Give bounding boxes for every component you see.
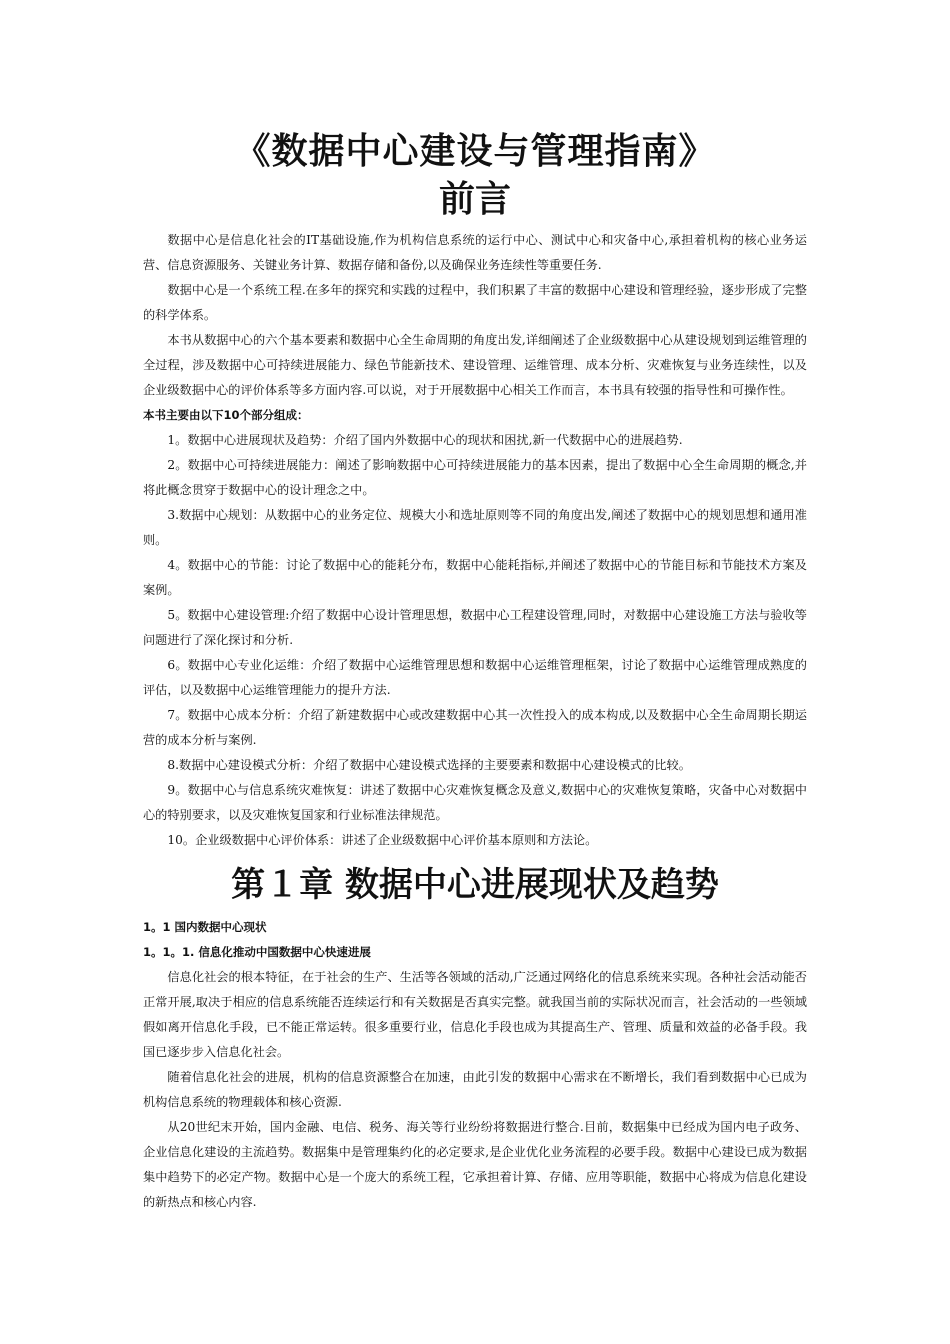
parts-intro: 本书主要由以下10个部分组成： — [143, 408, 309, 422]
part-item: 1。数据中心进展现状及趋势：介绍了国内外数据中心的现状和困扰,新一代数据中心的进展趋势. — [167, 433, 683, 447]
section-heading-1-1: 1。1 国内数据中心现状 — [143, 920, 267, 934]
part-item: 6。数据中心专业化运维：介绍了数据中心运维管理思想和数据中心运维管理框架，讨论了数据中心运维管理成熟度的评估，以及数据中心运维管理能力的提升方法. — [143, 658, 807, 697]
part-item: 8.数据中心建设模式分析：介绍了数据中心建设模式选择的主要要素和数据中心建设模式的比较。 — [167, 758, 691, 772]
preface-title: 前言 — [438, 178, 511, 220]
chapter-paragraph: 信息化社会的根本特征，在于社会的生产、生活等各领域的活动,广泛通过网络化的信息系统来实现。各种社会活动能否正常开展,取决于相应的信息系统能否连续运行和有关数据是否真实完整。就我国当前的实际状况而言，社会活动的一些领域假如离开信息化手段，已不能正常运转。很多重要行业，信息化手段也成为其提高生产、管理、质量和效益的必备手段。我国已逐步步入信息化社会。 — [143, 970, 807, 1059]
chapter-title: 第１章 数据中心进展现状及趋势 — [231, 865, 719, 905]
part-item: 5。数据中心建设管理:介绍了数据中心设计管理思想，数据中心工程建设管理,同时，对数据中心建设施工方法与验收等问题进行了深化探讨和分析. — [143, 608, 807, 647]
part-item: 3.数据中心规划：从数据中心的业务定位、规模大小和选址原则等不同的角度出发,阐述了数据中心的规划思想和通用准则。 — [143, 508, 807, 547]
document-content — [143, 126, 807, 1215]
part-item: 10。企业级数据中心评价体系：讲述了企业级数据中心评价基本原则和方法论。 — [167, 833, 598, 847]
part-item: 9。数据中心与信息系统灾难恢复：讲述了数据中心灾难恢复概念及意义,数据中心的灾难恢复策略，灾备中心对数据中心的特别要求，以及灾难恢复国家和行业标准法律规范。 — [143, 783, 807, 822]
chapter-paragraph: 随着信息化社会的进展，机构的信息资源整合在加速，由此引发的数据中心需求在不断增长，我们看到数据中心已成为机构信息系统的物理载体和核心资源. — [143, 1070, 807, 1109]
section-heading-1-1-1: 1。1。1. 信息化推动中国数据中心快速进展 — [143, 945, 371, 959]
preface-paragraph: 数据中心是一个系统工程.在多年的探究和实践的过程中，我们积累了丰富的数据中心建设和管理经验，逐步形成了完整的科学体系。 — [143, 283, 807, 322]
chapter-paragraph: 从20世纪末开始，国内金融、电信、税务、海关等行业纷纷将数据进行整合.目前，数据集中已经成为国内电子政务、企业信息化建设的主流趋势。数据集中是管理集约化的必定要求,是企业优化业务流程的必要手段。数据中心建设已成为数据集中趋势下的必定产物。数据中心是一个庞大的系统工程，它承担着计算、存储、应用等职能，数据中心将成为信息化建设的新热点和核心内容. — [143, 1120, 807, 1209]
part-item: 4。数据中心的节能：讨论了数据中心的能耗分布，数据中心能耗指标,并阐述了数据中心的节能目标和节能技术方案及案例。 — [143, 558, 807, 597]
preface-paragraph: 数据中心是信息化社会的IT基础设施,作为机构信息系统的运行中心、测试中心和灾备中心,承担着机构的核心业务运营、信息资源服务、关键业务计算、数据存储和备份,以及确保业务连续性等重要任务. — [143, 233, 807, 272]
part-item: 7。数据中心成本分析：介绍了新建数据中心或改建数据中心其一次性投入的成本构成,以及数据中心全生命周期长期运营的成本分析与案例. — [143, 708, 807, 747]
part-item: 2。数据中心可持续进展能力：阐述了影响数据中心可持续进展能力的基本因素，提出了数据中心全生命周期的概念,并将此概念贯穿于数据中心的设计理念之中。 — [143, 458, 807, 497]
preface-paragraph: 本书从数据中心的六个基本要素和数据中心全生命周期的角度出发,详细阐述了企业级数据中心从建设规划到运维管理的全过程，涉及数据中心可持续进展能力、绿色节能新技术、建设管理、运维管理、成本分析、灾难恢复与业务连续性，以及企业级数据中心的评价体系等多方面内容.可以说，对于开展数据中心相关工作而言，本书具有较强的指导性和可操作性。 — [143, 333, 807, 397]
book-title: 《数据中心建设与管理指南》 — [234, 130, 716, 172]
